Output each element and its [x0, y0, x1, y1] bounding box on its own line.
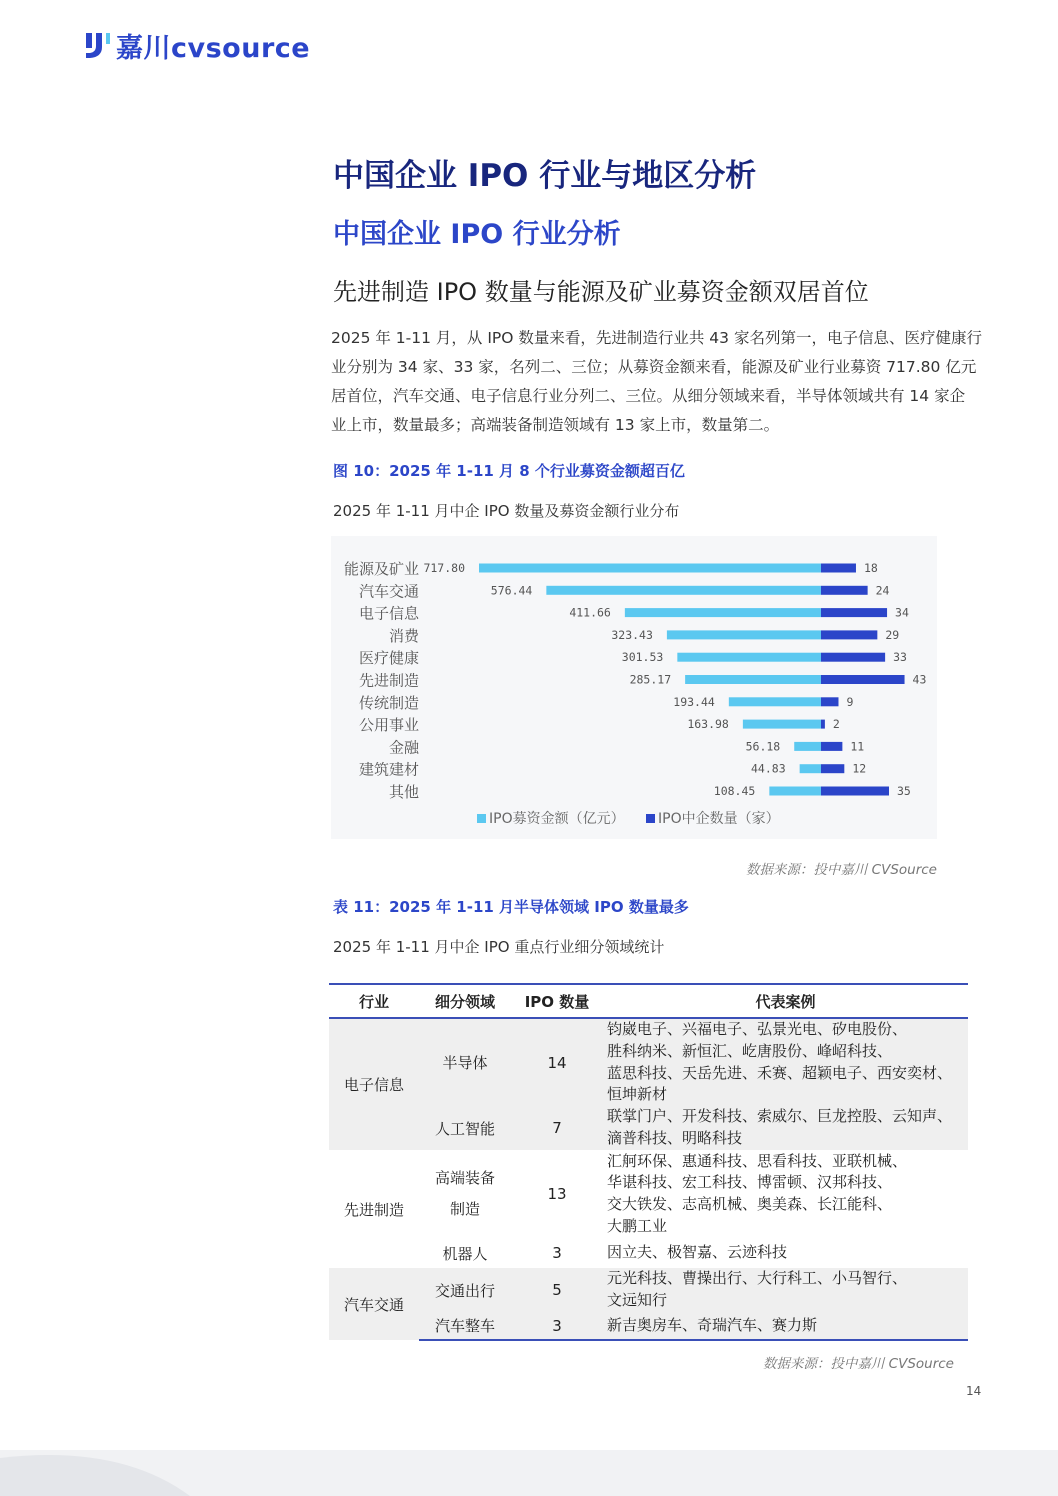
- subsection-title: 先进制造 IPO 数量与能源及矿业募资金额双居首位: [333, 278, 869, 306]
- bar-chart: [331, 536, 937, 839]
- amount-label: 285.17: [629, 672, 672, 687]
- bar-count: [821, 787, 889, 796]
- examples-cell: 元光科技、曹操出行、大行科工、小马智行、 文远知行: [603, 1268, 968, 1312]
- segment-cell: 交通出行: [419, 1268, 511, 1312]
- count-label: 9: [846, 694, 854, 709]
- examples-cell: 联掌门户、开发科技、索威尔、巨龙控股、云知声、 滴普科技、明略科技: [603, 1106, 968, 1150]
- table-title: 表 11：2025 年 1-11 月半导体领域 IPO 数量最多: [333, 898, 689, 916]
- segment-cell: 高端装备 制造: [434, 1169, 495, 1218]
- table-header-cell: 代表案例: [603, 984, 968, 1018]
- chart-container: [331, 536, 937, 839]
- count-cell: 3: [511, 1312, 603, 1340]
- count-label: 24: [875, 583, 890, 598]
- category-label: 金融: [388, 738, 419, 757]
- industry-cell: 汽车交通: [329, 1268, 419, 1340]
- count-label: 43: [912, 672, 927, 687]
- segment-cell: 人工智能: [419, 1106, 511, 1150]
- category-label: 其他: [388, 783, 419, 801]
- category-label: 传统制造: [358, 693, 419, 712]
- segment-table: [329, 983, 968, 1341]
- paragraph-line: 业上市，数量最多；高端装备制造领域有 13 家上市，数量第二。: [331, 416, 780, 434]
- count-label: 2: [832, 717, 840, 732]
- logo-mark-icon: [82, 30, 112, 60]
- bar-count: [821, 697, 838, 706]
- figure-subtitle: 2025 年 1-11 月中企 IPO 数量及募资金额行业分布: [333, 502, 680, 520]
- count-cell: 14: [511, 1018, 603, 1106]
- category-label: 医疗健康: [358, 649, 419, 668]
- count-label: 18: [863, 561, 878, 575]
- bar-amount: [800, 764, 821, 773]
- amount-label: 44.83: [751, 761, 786, 776]
- table-header-cell: 行业: [329, 984, 419, 1018]
- amount-label: 193.44: [673, 694, 715, 709]
- table-header-cell: 细分领域: [419, 984, 511, 1018]
- count-cell: 3: [552, 1244, 562, 1262]
- footer-band: [0, 1450, 1058, 1496]
- brand-logo: [82, 28, 310, 62]
- amount-label: 576.44: [490, 583, 533, 598]
- examples-cell: 因立夫、极智嘉、云迹科技: [607, 1243, 788, 1262]
- industry-cell: 电子信息: [329, 1018, 419, 1150]
- examples-cell: 汇舸环保、惠通科技、思看科技、亚联机械、 华谌科技、宏工科技、博雷顿、汉邦科技、 交大铁发、志高机械、奥美森、长江能科、 大鹏工业: [607, 1151, 908, 1235]
- paragraph-line: 2025 年 1-11 月，从 IPO 数量来看，先进制造行业共 43 家名列第一，电子信息、医疗健康行: [331, 329, 982, 347]
- table-row: [329, 1268, 968, 1312]
- page-number: 14: [966, 1384, 982, 1398]
- category-label: 公用事业: [358, 716, 419, 735]
- count-label: 11: [850, 739, 865, 754]
- bar-amount: [685, 675, 821, 684]
- body-paragraph: [331, 324, 986, 440]
- bar-count: [821, 764, 844, 773]
- count-label: 33: [893, 650, 907, 665]
- category-label: 电子信息: [358, 604, 419, 623]
- bar-amount: [667, 630, 821, 639]
- amount-label: 56.18: [745, 739, 781, 754]
- count-cell: 5: [511, 1268, 603, 1312]
- count-cell: 13: [547, 1185, 567, 1203]
- count-cell: 7: [511, 1106, 603, 1150]
- segment-cell: 机器人: [442, 1244, 488, 1263]
- industry-cell: 先进制造: [343, 1200, 404, 1219]
- bar-count: [821, 564, 856, 573]
- bar-count: [821, 653, 885, 662]
- category-label: 消费: [388, 626, 419, 645]
- amount-label: 717.80: [423, 561, 465, 575]
- count-label: 34: [895, 605, 909, 620]
- count-label: 12: [852, 761, 867, 776]
- figure-source: 数据来源：投中嘉川 CVSource: [745, 862, 937, 878]
- category-label: 能源及矿业: [343, 560, 419, 578]
- count-label: 35: [897, 784, 911, 798]
- bar-count: [821, 630, 877, 639]
- category-label: 汽车交通: [358, 582, 419, 601]
- legend-label-amount: IPO募资金额（亿元）: [489, 811, 625, 827]
- paragraph-line: 居首位，汽车交通、电子信息行业分列二、三位。从细分领域来看，半导体领域共有 14 家企: [331, 387, 966, 405]
- table-source: 数据来源：投中嘉川 CVSource: [762, 1356, 954, 1372]
- bar-amount: [769, 787, 821, 796]
- bar-count: [821, 586, 868, 595]
- examples-cell: 新吉奥房车、奇瑞汽车、赛力斯: [603, 1312, 968, 1340]
- examples-cell: 钧崴电子、兴福电子、弘景光电、矽电股份、 胜科纳米、新恒汇、屹唐股份、峰岹科技、 蓝思科技、天岳先进、禾赛、超颖电子、西安奕材、 恒坤新材: [603, 1018, 968, 1106]
- bar-count: [821, 608, 887, 617]
- table-subtitle: 2025 年 1-11 月中企 IPO 重点行业细分领域统计: [333, 938, 665, 956]
- legend-swatch-count: [646, 814, 655, 823]
- figure-title: 图 10：2025 年 1-11 月 8 个行业募资金额超百亿: [333, 462, 685, 480]
- amount-label: 411.66: [569, 605, 611, 620]
- logo-text: 嘉川cvsource: [116, 32, 311, 64]
- segment-cell: 半导体: [419, 1018, 511, 1106]
- category-label: 先进制造: [358, 671, 419, 690]
- amount-label: 301.53: [621, 650, 664, 665]
- amount-label: 108.45: [713, 784, 756, 798]
- bar-count: [821, 675, 905, 684]
- table-header-cell: IPO 数量: [511, 984, 603, 1018]
- table-row: [329, 1106, 968, 1150]
- count-label: 29: [885, 627, 900, 642]
- bar-amount: [479, 564, 821, 573]
- bar-amount: [625, 608, 821, 617]
- bar-amount: [677, 653, 821, 662]
- table-row: [329, 1150, 968, 1238]
- amount-label: 163.98: [687, 717, 729, 732]
- table-row: [329, 1238, 968, 1268]
- legend-label-count: IPO中企数量（家）: [658, 811, 780, 827]
- bar-count: [821, 720, 825, 729]
- bar-count: [821, 742, 842, 751]
- legend-swatch-amount: [477, 814, 486, 823]
- bar-amount: [743, 720, 821, 729]
- table-row: [329, 1312, 968, 1340]
- section-title: 中国企业 IPO 行业分析: [333, 219, 621, 250]
- table-row: [329, 1018, 968, 1106]
- bar-amount: [729, 697, 821, 706]
- segment-cell: 汽车整车: [419, 1312, 511, 1340]
- table-header-row: [329, 984, 968, 1018]
- paragraph-line: 业分别为 34 家、33 家，名列二、三位；从募资金额来看，能源及矿业行业募资 717.80 亿元: [331, 358, 977, 376]
- bar-amount: [794, 742, 821, 751]
- bar-amount: [546, 586, 821, 595]
- amount-label: 323.43: [611, 627, 653, 642]
- category-label: 建筑建材: [358, 760, 419, 779]
- page-title: 中国企业 IPO 行业与地区分析: [333, 158, 757, 194]
